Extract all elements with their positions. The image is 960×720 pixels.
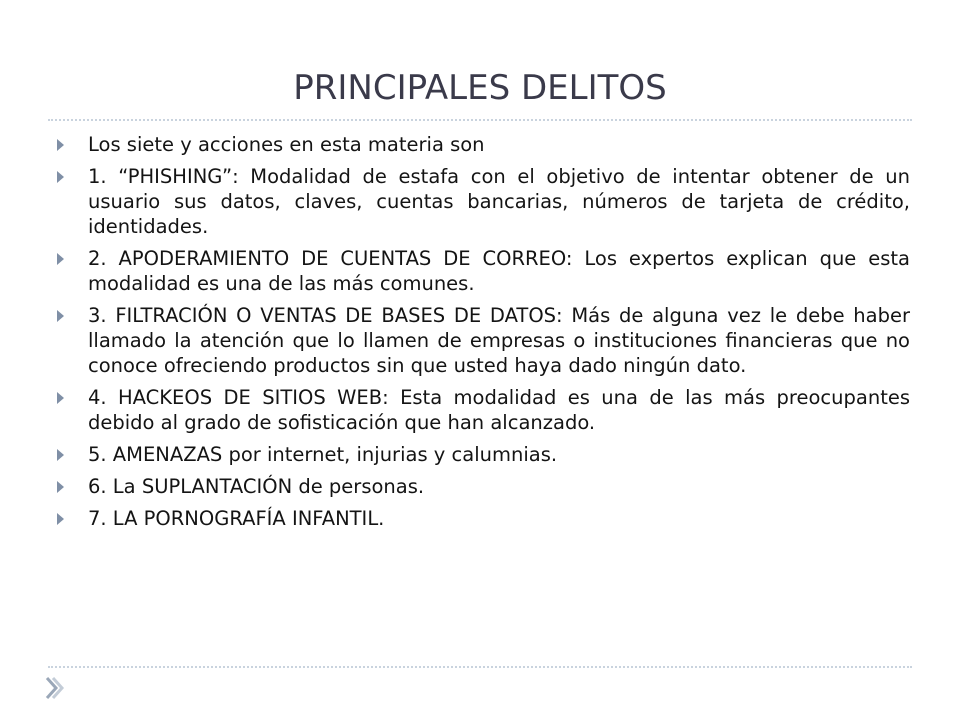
triangle-right-icon xyxy=(57,139,64,151)
bullet-list xyxy=(55,132,910,538)
top-dotted-rule xyxy=(48,119,912,121)
triangle-right-icon xyxy=(57,481,64,493)
triangle-right-icon xyxy=(57,449,64,461)
bullet-text: Los siete y acciones en esta materia son xyxy=(88,133,485,156)
bullet-text: 4. HACKEOS DE SITIOS WEB: Esta modalidad es una de las más preocupantes debido al grado de sofisticación que han alcanzado. xyxy=(88,386,910,434)
bullet-item-child-pornography xyxy=(55,506,910,531)
bullet-item-database-leaks xyxy=(55,303,910,378)
triangle-right-icon xyxy=(57,171,64,183)
triangle-right-icon xyxy=(57,392,64,404)
bottom-dotted-rule xyxy=(48,666,912,668)
bullet-item-web-hacks xyxy=(55,385,910,435)
double-chevron-right-icon xyxy=(44,676,66,700)
bullet-item-phishing xyxy=(55,164,910,239)
triangle-right-icon xyxy=(57,513,64,525)
bullet-text: 3. FILTRACIÓN O VENTAS DE BASES DE DATOS: Más de alguna vez le debe haber llamado la atención que lo llamen de empresas o instituciones financieras que no conoce ofreciendo productos sin que usted haya dado ningún dato. xyxy=(88,304,910,377)
bullet-text: 6. La SUPLANTACIÓN de personas. xyxy=(88,475,425,498)
triangle-right-icon xyxy=(57,310,64,322)
bullet-item-threats xyxy=(55,442,910,467)
bullet-item-impersonation xyxy=(55,474,910,499)
bullet-text: 5. AMENAZAS por internet, injurias y calumnias. xyxy=(88,443,558,466)
bullet-text: 2. APODERAMIENTO DE CUENTAS DE CORREO: Los expertos explican que esta modalidad es una de las más comunes. xyxy=(88,247,910,295)
bullet-item-email-accounts xyxy=(55,246,910,296)
bullet-text: 1. “PHISHING”: Modalidad de estafa con el objetivo de intentar obtener de un usuario sus datos, claves, cuentas bancarias, números de tarjeta de crédito, identidades. xyxy=(88,165,910,238)
bullet-item-intro xyxy=(55,132,910,157)
triangle-right-icon xyxy=(57,253,64,265)
slide-title: PRINCIPALES DELITOS xyxy=(293,68,667,108)
bullet-text: 7. LA PORNOGRAFÍA INFANTIL. xyxy=(88,507,385,530)
